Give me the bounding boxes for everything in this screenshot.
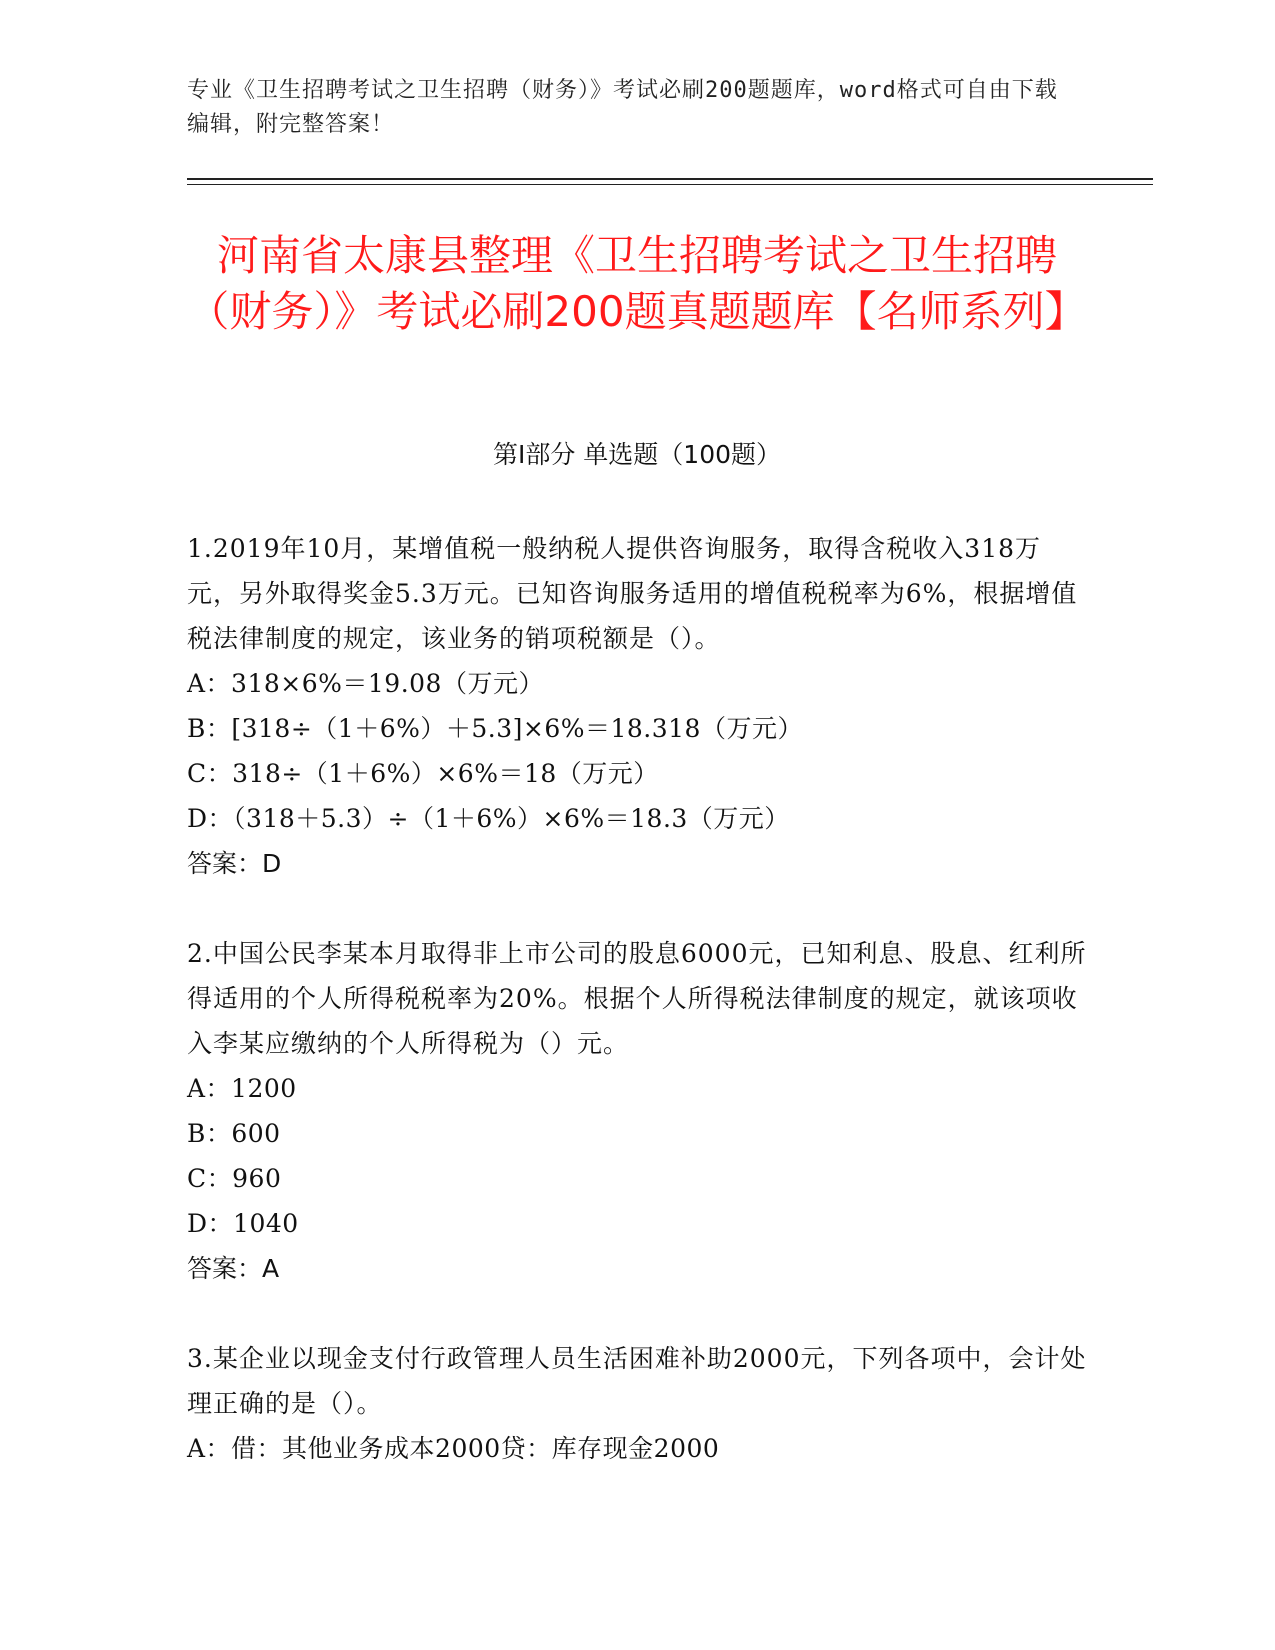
answer: 答案：A (187, 1254, 280, 1283)
option-c: C：960 (187, 1164, 282, 1193)
option-b: B：600 (187, 1119, 281, 1148)
question-list (187, 526, 1087, 1516)
header-note: 专业《卫生招聘考试之卫生招聘（财务）》考试必刷200题题库，word格式可自由下载编辑，附完整答案！ (187, 78, 1058, 137)
option-a: A：借：其他业务成本2000贷：库存现金2000 (187, 1434, 720, 1463)
section-title: 第I部分 单选题（100题） (492, 440, 782, 469)
header-divider (187, 178, 1153, 180)
option-c: C：318÷（1＋6%）×6%＝18（万元） (187, 759, 659, 788)
question-text: 2.中国公民李某本月取得非上市公司的股息6000元，已知利息、股息、红利所得适用的个人所得税税率为20%。根据个人所得税法律制度的规定，就该项收入李某应缴纳的个人所得税为（）元。 (187, 939, 1087, 1058)
question-3 (187, 1336, 1087, 1471)
question-text: 3.某企业以现金支付行政管理人员生活困难补助2000元，下列各项中，会计处理正确的是（）。 (187, 1344, 1087, 1418)
question-text: 1.2019年10月，某增值税一般纳税人提供咨询服务，取得含税收入318万元，另外取得奖金5.3万元。已知咨询服务适用的增值税税率为6%，根据增值税法律制度的规定，该业务的销项税额是（）。 (187, 534, 1078, 653)
answer: 答案：D (187, 849, 282, 878)
option-a: A：318×6%＝19.08（万元） (187, 669, 544, 698)
document-title: 河南省太康县整理《卫生招聘考试之卫生招聘（财务）》考试必刷200题真题题库【名师系列】 (187, 231, 1087, 336)
header-divider-thin (187, 184, 1153, 185)
option-d: D：（318＋5.3）÷（1＋6%）×6%＝18.3（万元） (187, 804, 790, 833)
question-1 (187, 526, 1087, 886)
option-a: A：1200 (187, 1074, 297, 1103)
question-2 (187, 931, 1087, 1291)
option-b: B：[318÷（1＋6%）＋5.3]×6%＝18.318（万元） (187, 714, 803, 743)
option-d: D：1040 (187, 1209, 299, 1238)
